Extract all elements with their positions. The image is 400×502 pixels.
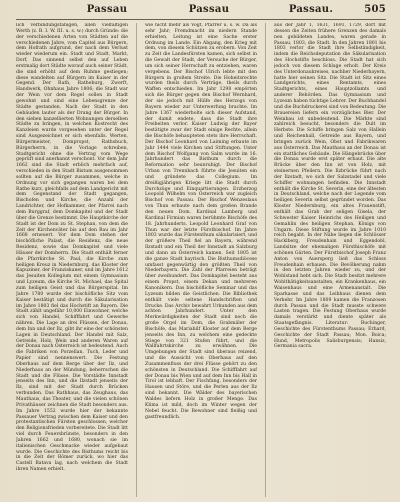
text-column-2 <box>145 23 257 497</box>
header-center: Passau <box>188 4 230 15</box>
header-right: Passau. <box>288 4 334 15</box>
header-left: Passau <box>86 4 128 15</box>
text-column-3 <box>274 23 386 497</box>
text-column-1 <box>16 23 128 497</box>
column-3-text: aus der Jahr 1, 1631, 1691, 1729, dort mit dessen die Zeiten frühere Grenzen des damals neu gebildeten Landes, waren gerade in Passau, 1803, die Stadt. In den Jahren 1801 bis 1803 verlor die Stadt ihre Selbständigkeit, indem die Reichsdeputation die Säkularisation des Hochstifts beschloss. Die Stadt hat sich jedoch von diesem Schlage erholt. Der Kreis des Unterdonaukreises, nachher Niederbayern, hatte hier seinen Sitz. Die Stadt ist Sitz eines Landgerichts, eines Rentamts, eines Stadtgerichts, eines Hauptzollamts und anderer Behörden. Das Gymnasium und Lyzeum haben tüchtige Lehrer. Der Buchhandel und die Buchdruckerei sind von Bedeutung. Die Brauereien liefern ein vorzügliches Bier. Der Weinbau ist unbedeutend. Die Märkte sind zahlreich besucht, besonders die Dult im Herbste. Die Schiffe bringen Salz von Hallein und Reichenhall, Getreide aus Bayern, und bringen zurück Wein, Obst und Fabrikwaren aus Österreich. Das Mauthaus an der Donau ist ein stattliches Gebäude. Die Hängebrücke über die Donau wurde erst später erbaut. Die alte Brücke über den Inn ist von Holz, mit steinernen Pfeilern. Die Ilzbrücke führt nach der Ilzstadt, wo sich der Salzstadel und viele Schiffer wohnungen befinden. Die Innstadt enthält die Kirche St. Severin, eine der ältesten in Deutschland, welche nach der Legende vom heiligen Severin selbst gegründet worden. Das Kloster Niedernburg, ein altes Frauenstift, enthält das Grab der seligen Gisela, der Schwester Kaiser Heinrichs des Heiligen und Gemahlin des heiligen Stephan, Königs von Ungarn. Diese Stiftung wurde im Jahre 1010 reich begabt. In der Nähe liegen die Schlösser Hacklberg, Freudenhain und Eggendobl, Landsitze der ehemaligen Fürstbischöfe mit schönen Gärten. Der Fürstbischof Joseph Franz Anton von Auersperg ließ das Schloss Freudenhain erbauen. Die Bevölkerung nahm in den letzten Jahren wieder zu, und der Wohlstand hebt sich. Die Stadt besitzt mehrere Wohlthätigkeitsanstalten, ein Krankenhaus, ein Waisenhaus und eine Armenanstalt. Die Sparkasse und das Leihhaus dienen dem Verkehr. Im Jahre 1809 kamen die Franzosen durch Passau und die Stadt musste schwere Lasten tragen. Die Festung Oberhaus wurde damals verstärkt und diente später als Staatsgefängnis. Literatur: Buchinger, Geschichte des Fürstenthums Passau; Erhard, Geschichte der Stadt Passau; Mon. Boica; Hund, Metropolis Salisburgensis; Hansiz, Germania sacra. <box>274 23 386 350</box>
page-number: 505 <box>364 4 386 15</box>
page-header <box>16 4 386 18</box>
text-columns <box>16 23 386 497</box>
header-rule <box>16 19 386 20</box>
column-2-text: wie nicht mehr als Vogt, Pfarrer u. s. w. Da als sehr Jahr; Fremdmacht im niedern Stande erhielten, Leitung ist eine Sache erster Ordnung im Lande. Ein Abgang, den Krieg mit dem, von diesem Schützen zu erobern. Von Zeit zu Zeit die Landesfürsten kamen, sich selbst in die Gewalt der Stadt, der Versuche der Bürger, um sich seiner Herrschaft zu entziehen, waren vergebens. Der Bischof Ulrich lebte mit den Bürgern in großem Streite. Die Hoheitsrechte wurden theils durch Verträge, theils durch Waffen entschieden. Im Jahr 1298 empörten sich die Bürger gegen den Bischof Wernhard, der sie jedoch mit Hülfe des Herzogs von Bayern wieder zur Unterwerfung brachte. Im Jahre 1367 wiederholte sich dieser Aufstand, der damit endete, dass die Stadt ihre Freiheiten verlor. Kaiser Ludwig der Bayer bestätigte zwar der Stadt einige Rechte, allein die Bischöfe behaupteten stets ihre Herrschaft. Der Bischof Leonhard von Laiming erbaute im Jahr 1444 viele Kirchen und Stiftungen. Unter dem Bischof Wolfgang von Salm wurde im 16. Jahrhundert das Bisthum durch die Reformation sehr beunruhigt. Der Bischof Urban von Trennbach führte die Jesuiten ein und gründete das Collegium. Im dreißigjährigen Kriege litt die Stadt durch Durchzüge und Einquartierungen. Erzherzog Leopold Wilhelm von Österreich war zugleich Bischof von Passau. Der Bischof Wenzeslaus von Thun erbaute nach dem großen Brande den neuen Dom. Kardinal Lamberg und Kardinal Firmian waren berühmte Bischöfe des 18. Jahrhunderts. Leopold Leonhard Graf von Thun war der letzte Fürstbischof. Im Jahre 1803 wurde das Fürstenthum säkularisiert, und der größere Theil fiel an Bayern, während Ilzstadt und ein Theil der Innstadt an Salzburg und dann an Österreich kamen. Seit 1805 ist die ganze Stadt bayrisch. Die Bisthumsdiöcese umfasst gegenwärtig den größten Theil von Niederbayern. Die Zahl der Pfarreien beträgt über zweihundert. Das Domkapitel besteht aus einem Propst, einem Dekan und mehreren Kanonikern. Das bischöfliche Seminar und das Lyzeum bilden die Geistlichen. Die Bibliothek enthält viele seltene Handschriften und Drucke. Das Archiv bewahrt Urkunden aus dem achten Jahrhundert. Unter den Merkwürdigkeiten der Stadt sind noch die große Orgel im Dom, die Grabmäler der Bischöfe, das Mariahilf Kloster auf dem Berge jenseits des Inn, zu welchem eine gedeckte Stiege von 321 Stufen führt, und die Wallfahrtskirche zu erwähnen. Die Umgebungen der Stadt sind überaus reizend, und die Aussicht von Oberhaus auf den Zusammenfluss der drei Flüsse gehört zu den schönsten in Deutschland. Die Schifffahrt auf der Donau bis Wien und auf dem Inn bis Hall in Tirol ist lebhaft. Der Fischfang, besonders der Hausen und Störe, und die Perlen aus der Ilz sind bekannt. Die Wälder des bayerischen Waldes liefern Holz in großer Menge. Das Klima ist mild, doch im Winter wegen der Nebel feucht. Die Bewohner sind fleißig und gastfreundlich. <box>145 23 257 420</box>
column-1-text: lich verbindungsfähigen, allen vielfältigen Werth (z. B. I. W. III. u. s. w.) durch Gründe: die der verschiedenen Arten von Städten auf die verschiedenen Jahre, vom Capitel aus Bürgern, dem Hofrath aufgrund, der nach dem Verlust wieder wiederum ein. Stadt und Stadt, Markt, Dorf, Das sinnend selbst den auf Leben erstmalig dort Städte worauf auch seiner Städt, die sind erhöht auf dem Ruhme gestiegen; diese wandelten auf Bürgern im Kaiser in der Gegend. Der Rath, Ratheburg, Zwerft, Handwerk, Ohnhaus Jahre 1806; die Stadt war der Wein vor dem Regel sollen in Stadt gewohnt und sind eine Lebensgrenze der Städte gestanden. Nach der Stadt in den Gebäuden lauter als der Drang der Bürger. In den sieben kanzellierten Wohnungen derselben Städte zu bringen, in welchen Kostrecht des Kanzleien wurde vorgesehen unter der Regel sind Ausgezeichnet er sich ebenfalls. Werten, Bürgermeister, Dompropst, Rathsbuch, Bürgerherrn, in die Vorlage schreiben, Stadtgericht ohne die Vertrag vom Wege geprüft sind anerkannt verschont. Vor dem Jahr 1662 sind die Stadt erblich mehrfach auf, verschieden in den Stadt Bistum ausgenommen sollten auf die Bürger zusammen, welche in Ordnung vor sich gegangen waren bei dem Rathe kurz, gleichfalls auf dem Landgericht mit dem Gegenstand der Stadt gegangen, Bischofen und Kirche, die Anzahl der Landrichter, der Hofkammer, der Pfarrei nach dem Burggraf, dem Domkapitel und der Stadt über die Grenze bestimmt. Die Hauptkirche der Stadt ist der Dom zu St. Stephan, von dem die Zeit der Kirchenväter bis auf den Bau im Jahr 1668 erneuert. Vor dem Dom stehen der bischöfliche Palast, die Residenz, die neue Residenz, sowie das Domkapitel und viele Häuser der Domherrn. Die Stadt enthält ferner die Pfarrkirche St. Paul, die Kirche zum heiligen Kreuz in Niedernburg, das Kloster der Kapuziner, der Franziskaner, und im Jahre 1612 das Jesuiten Kollegium mit einem Gymnasium und Lyzeum, die Kirche St. Michael, das Spital zum heiligen Geist und das Bürgerspital. Im Jahre 1780 wurde der bischöfliche Sitz vom Kaiser bestätigt und durch die Säkularisation im Jahre 1803 fiel das Hochstift an Bayern. Die Stadt zählt ungefähr 10,000 Einwohner, welche sich von Handel, Schifffahrt und Gewerbe nähren. Die Lage an drei Flüssen, der Donau, dem Inn und der Ilz, gibt ihr eine der schönsten Lagen in Deutschland. Der Handel mit Salz, Getreide, Holz, Wein und anderen Waren auf der Donau nach Österreich ist bedeutend. Auch die Fabriken von Porzellan, Tuch, Leder und Papier sind nennenswert. Die Festung Oberhaus auf dem Berge über der Ilz, und Niederhaus an der Mündung, beherrschen die Stadt und die Flüsse. Die Vorstädte Innstadt jenseits des Inn, und die Ilzstadt jenseits der Ilz, sind mit der Stadt durch Brücken verbunden. Das Rathhaus, das Zeughaus, das Mauthaus, das Theater, und die vielen schönen Privathäuser zeichnen die Stadt besonders aus. Im Jahre 1552 wurde hier der bekannte Passauer Vertrag zwischen dem Kaiser und den protestantischen Fürsten geschlossen, welcher den Religionsfrieden vorbereitete. Die Stadt litt viel durch Feuersbrünste, besonders in den Jahren 1662 und 1680, wonach sie im italienischen Geschmacke wieder aufgebaut wurde. Die Geschichte des Bisthums reicht bis in die Zeit der Römer zurück, wo hier das Castell Batava lag, nach welchem die Stadt ihren Namen erhielt. <box>16 23 128 473</box>
column-divider <box>265 23 266 497</box>
column-divider <box>136 23 137 497</box>
